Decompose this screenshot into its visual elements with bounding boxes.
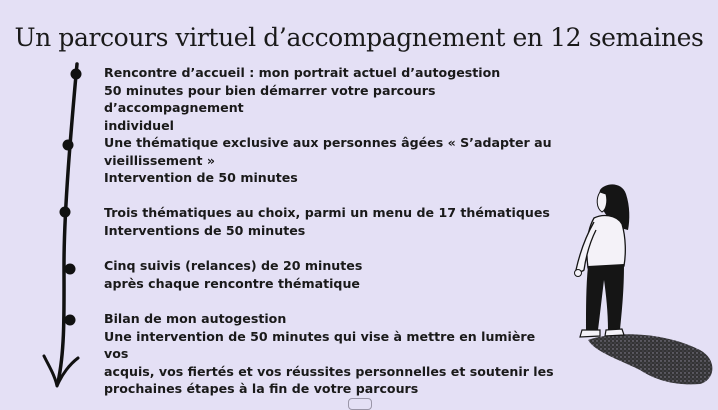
step-line: Cinq suivis (relances) de 20 minutes (104, 258, 363, 273)
step-final-review (104, 310, 559, 398)
step-line: Rencontre d’accueil : mon portrait actuel d’autogestion (104, 65, 501, 80)
step-line: individuel (104, 117, 174, 133)
step-line: acquis, vos fiertés et vos réussites personnelles et soutenir les (104, 363, 554, 379)
pants-shape (586, 264, 624, 330)
person-illustration (560, 180, 718, 385)
hand-shape (575, 270, 582, 277)
step-line: après chaque rencontre thématique (104, 275, 360, 291)
timeline-arrow (40, 60, 90, 395)
shadow-shape (588, 334, 712, 384)
page-title: Un parcours virtuel d’accompagnement en 12 semaines (14, 22, 704, 52)
step-line: Bilan de mon autogestion (104, 311, 287, 326)
timeline-dot-3 (60, 207, 71, 218)
step-line: Une thématique exclusive aux personnes âgées « S’adapter au (104, 135, 552, 150)
timeline-line (58, 64, 77, 382)
step-three-themes (104, 204, 559, 239)
timeline-dot-4 (65, 264, 76, 275)
step-exclusive-theme (104, 134, 559, 187)
step-welcome-meeting (104, 64, 559, 134)
timeline-dot-1 (71, 69, 82, 80)
step-follow-ups (104, 257, 559, 292)
timeline-dot-5 (65, 315, 76, 326)
step-line: vieillissement » (104, 152, 216, 168)
shoe-right (605, 329, 624, 336)
step-line: Trois thématiques au choix, parmi un menu de 17 thématiques (104, 205, 550, 220)
step-line: prochaines étapes à la fin de votre parcours (104, 381, 419, 396)
timeline-dot-2 (63, 140, 74, 151)
step-line: 50 minutes pour bien démarrer votre parcours d’accompagnement (104, 82, 436, 115)
shoe-left (580, 330, 600, 337)
step-line: Intervention de 50 minutes (104, 170, 298, 185)
step-line: Interventions de 50 minutes (104, 222, 306, 238)
face-shape (597, 192, 607, 212)
bottom-handle[interactable] (348, 398, 372, 410)
step-line: Une intervention de 50 minutes qui vise à mettre en lumière vos (104, 328, 536, 361)
